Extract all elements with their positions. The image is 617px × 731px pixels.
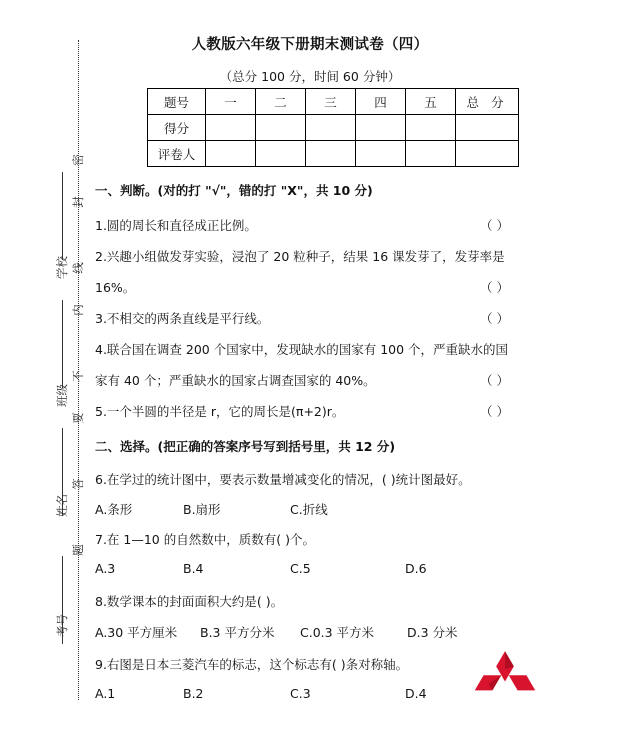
score-table-rowhead: 题号 xyxy=(148,89,206,115)
question-3-line-0: 3.不相交的两条直线是平行线。 xyxy=(95,311,270,326)
table-row xyxy=(148,115,519,141)
score-input-cell[interactable] xyxy=(356,115,406,141)
score-table-cell: 五 xyxy=(406,89,456,115)
seal-phrase-char-0: 密 xyxy=(71,154,85,166)
seal-phrase-char-3: 内 xyxy=(71,304,85,316)
grader-input-cell[interactable] xyxy=(306,141,356,167)
question-7-line-0: 7.在 1—10 的自然数中，质数有( )个。 xyxy=(95,532,315,547)
page-title: 人教版六年级下册期末测试卷（四） xyxy=(191,37,429,53)
score-table-cell-total: 总 分 xyxy=(456,89,519,115)
score-table-cell: 四 xyxy=(356,89,406,115)
score-input-cell[interactable] xyxy=(256,115,306,141)
option-7-C[interactable]: C.5 xyxy=(290,561,311,576)
option-8-D[interactable]: D.3 分米 xyxy=(407,625,458,640)
question-4-line-0: 4.联合国在调查 200 个国家中，发现缺水的国家有 100 个，严重缺水的国 xyxy=(95,342,509,357)
section-heading-choice: 二、选择。(把正确的答案序号写到括号里，共 12 分) xyxy=(95,439,396,454)
grader-input-cell[interactable] xyxy=(406,141,456,167)
question-8-line-0: 8.数学课本的封面面积大约是( )。 xyxy=(95,594,284,609)
question-4-answer-bracket[interactable]: （ ） xyxy=(480,373,509,388)
score-table-cell: 三 xyxy=(306,89,356,115)
seal-field-rule-1 xyxy=(62,300,63,388)
grader-input-cell[interactable] xyxy=(256,141,306,167)
score-input-cell-total[interactable] xyxy=(456,115,519,141)
seal-field-label-examid: 考号 xyxy=(55,614,69,637)
option-6-B[interactable]: B.扇形 xyxy=(183,502,221,517)
question-2-line-1: 16%。 xyxy=(95,280,136,295)
question-3-answer-bracket[interactable]: （ ） xyxy=(480,311,509,326)
option-8-C[interactable]: C.0.3 平方米 xyxy=(300,625,375,640)
seal-phrase-char-2: 线 xyxy=(71,262,85,274)
score-table-cell: 二 xyxy=(256,89,306,115)
option-8-A[interactable]: A.30 平方厘米 xyxy=(95,625,178,640)
section-heading-judgement: 一、判断。(对的打 "√"，错的打 "X"，共 10 分) xyxy=(95,183,373,198)
question-4-line-1: 家有 40 个；严重缺水的国家占调查国家的 40%。 xyxy=(95,373,376,388)
option-9-B[interactable]: B.2 xyxy=(183,686,204,701)
seal-phrase-char-6: 答 xyxy=(71,478,85,490)
option-9-D[interactable]: D.4 xyxy=(405,686,427,701)
option-6-A[interactable]: A.条形 xyxy=(95,502,133,517)
question-2-line-0: 2.兴趣小组做发芽实验，浸泡了 20 粒种子，结果 16 课发芽了，发芽率是 xyxy=(95,249,505,264)
option-8-B[interactable]: B.3 平方分米 xyxy=(200,625,275,640)
seal-phrase-char-7: 题 xyxy=(71,544,85,556)
page-subtitle: （总分 100 分，时间 60 分钟） xyxy=(219,69,401,84)
seal-phrase-char-5: 要 xyxy=(71,412,85,424)
option-6-C[interactable]: C.折线 xyxy=(290,502,328,517)
seal-phrase-char-1: 封 xyxy=(71,196,85,208)
score-table-rowhead: 评卷人 xyxy=(148,141,206,167)
mitsubishi-logo-icon xyxy=(473,650,537,708)
seal-field-label-school: 学校 xyxy=(55,256,69,279)
score-input-cell[interactable] xyxy=(306,115,356,141)
seal-field-rule-0 xyxy=(62,172,63,260)
grader-input-cell-total[interactable] xyxy=(456,141,519,167)
score-table-rowhead: 得分 xyxy=(148,115,206,141)
exam-sheet-body xyxy=(95,0,617,731)
table-row xyxy=(148,141,519,167)
option-7-A[interactable]: A.3 xyxy=(95,561,116,576)
score-input-cell[interactable] xyxy=(406,115,456,141)
table-row xyxy=(148,89,519,115)
option-7-D[interactable]: D.6 xyxy=(405,561,427,576)
grader-input-cell[interactable] xyxy=(206,141,256,167)
question-2-answer-bracket[interactable]: （ ） xyxy=(480,280,509,295)
question-1-answer-bracket[interactable]: （ ） xyxy=(480,218,509,233)
seal-phrase-char-4: 不 xyxy=(71,370,85,382)
question-6-line-0: 6.在学过的统计图中，要表示数量增减变化的情况，( )统计图最好。 xyxy=(95,472,471,487)
score-table-cell: 一 xyxy=(206,89,256,115)
grader-input-cell[interactable] xyxy=(356,141,406,167)
question-5-answer-bracket[interactable]: （ ） xyxy=(480,404,509,419)
seal-field-label-class: 班级 xyxy=(55,384,69,407)
question-1-line-0: 1.圆的周长和直径成正比例。 xyxy=(95,218,257,233)
sealing-margin xyxy=(0,0,95,731)
seal-field-label-name: 姓名 xyxy=(55,494,69,517)
option-9-A[interactable]: A.1 xyxy=(95,686,116,701)
question-9-line-0: 9.右图是日本三菱汽车的标志，这个标志有( )条对称轴。 xyxy=(95,657,409,672)
option-9-C[interactable]: C.3 xyxy=(290,686,311,701)
option-7-B[interactable]: B.4 xyxy=(183,561,204,576)
score-input-cell[interactable] xyxy=(206,115,256,141)
question-5-line-0: 5.一个半圆的半径是 r，它的周长是(π+2)r。 xyxy=(95,404,345,419)
score-table xyxy=(147,88,519,167)
